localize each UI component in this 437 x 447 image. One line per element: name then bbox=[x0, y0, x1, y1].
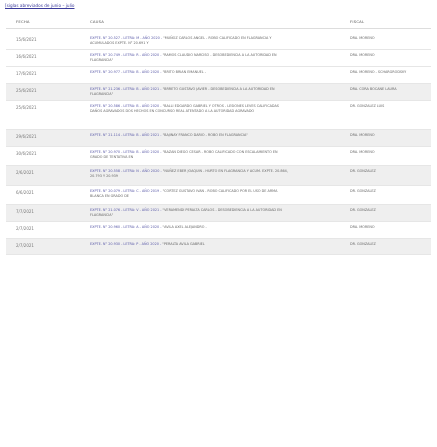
causa-description: "RAMOS CLAUDIO NARCISO - DESOBEDIENCIA A LA AUTORIDAD EN FLAGRANCIA" bbox=[90, 53, 277, 63]
causa-description: "BRITO BRIAN EMANUEL - bbox=[162, 70, 206, 74]
table-row bbox=[6, 50, 431, 67]
causa-description: "CORTEZ GUSTAVO IVAN - ROBO CALIFICADO POR EL USO DE ARMA BLANCA EN GRADO DE bbox=[90, 189, 278, 199]
table-row bbox=[6, 101, 431, 130]
row-causa bbox=[90, 53, 290, 64]
causa-link[interactable]: EXPTE. N° 20.977 - LETRA: B - AÑO 2020 - bbox=[90, 70, 162, 74]
row-fiscal: DRA. MORENO bbox=[350, 36, 375, 40]
row-causa bbox=[90, 104, 290, 115]
header-divider bbox=[6, 28, 431, 29]
causa-link[interactable]: EXPTE. N° 20.527 - LETRA: M - AÑO 2020 - bbox=[90, 36, 163, 40]
table-row bbox=[6, 166, 431, 186]
row-fecha: 29/6/2021 bbox=[16, 134, 37, 139]
causa-link[interactable]: EXPTE. N° 20.586 - LETRA: B - AÑO 2020 - bbox=[90, 104, 162, 108]
table-row bbox=[6, 33, 431, 50]
row-fecha: 2/6/2021 bbox=[16, 170, 34, 175]
row-causa bbox=[90, 87, 290, 98]
causa-description: "PERALTA AVILA GABRIEL bbox=[162, 242, 205, 246]
header-link[interactable]: [siglas abreviados de junio – julio bbox=[5, 3, 75, 8]
causa-link[interactable]: EXPTE. N° 20.079 - LETRA: C - AÑO 2019 - bbox=[90, 189, 162, 193]
table-row bbox=[6, 239, 431, 255]
causa-description: "BRRETO GUSTAVO JAVIER - DESOBEDIENCIA A LA AUTORIDAD EN FLAGRANCIA" bbox=[90, 87, 275, 97]
row-causa bbox=[90, 150, 290, 161]
row-causa bbox=[90, 242, 290, 247]
causa-description: "BAJINAY FRANCO DARIO - ROBO EN FLAGRANCIA" bbox=[162, 133, 248, 137]
row-divider bbox=[6, 254, 431, 255]
table-row bbox=[6, 147, 431, 166]
row-fecha: 30/6/2021 bbox=[16, 151, 37, 156]
row-fiscal: DR. GONZALEZ bbox=[350, 189, 376, 193]
row-fiscal: DRA. MORENO bbox=[350, 133, 375, 137]
row-fecha: 25/6/2021 bbox=[16, 88, 37, 93]
row-fecha: 7/7/2021 bbox=[16, 209, 34, 214]
row-fiscal: DR. GONZALEZ bbox=[350, 242, 376, 246]
row-fecha: 2/7/2021 bbox=[16, 243, 34, 248]
row-fecha: 17/6/2021 bbox=[16, 71, 37, 76]
row-fiscal: DRA. MORENO - SCHARGRODSKY bbox=[350, 70, 407, 74]
row-causa bbox=[90, 169, 290, 180]
row-fiscal: DR. GONZALEZ bbox=[350, 169, 376, 173]
row-causa bbox=[90, 208, 290, 219]
causa-description: "AVILA AXEL ALEJANDRO - bbox=[162, 225, 207, 229]
causa-link[interactable]: EXPTE. N° 20.930 - LETRA: P - AÑO 2020 - bbox=[90, 242, 162, 246]
column-header-fecha: FECHA bbox=[16, 19, 30, 24]
row-fiscal: DRA. MORENO bbox=[350, 150, 375, 154]
row-fecha: 15/6/2021 bbox=[16, 37, 37, 42]
row-causa bbox=[90, 70, 290, 75]
table-row bbox=[6, 67, 431, 84]
table-row bbox=[6, 186, 431, 205]
row-fiscal: DRA. MORENO bbox=[350, 225, 375, 229]
causa-link[interactable]: EXPTE. N° 21.114 - LETRA: B - AÑO 2021 - bbox=[90, 133, 162, 137]
row-causa bbox=[90, 36, 290, 47]
column-header-causa: CAUSA bbox=[90, 19, 105, 24]
causa-link[interactable]: EXPTE. N° 20.749 - LETRA: R - AÑO 2020 - bbox=[90, 53, 162, 57]
causa-description: "MUÑOZ CARLOS ANGEL - ROBO CALIFICADO EN FLAGRANCIA Y ACUMULADOS EXPTE. N° 20.691 Y bbox=[90, 36, 272, 46]
causa-link[interactable]: EXPTE. N° 20.558 - LETRA: N - AÑO 2020 - bbox=[90, 169, 162, 173]
row-fiscal: DRA. MORENO bbox=[350, 53, 375, 57]
table-row bbox=[6, 205, 431, 222]
causa-link[interactable]: EXPTE. N° 20.960 - LETRA: A - AÑO 2020 - bbox=[90, 225, 162, 229]
causa-link[interactable]: EXPTE. N° 21.076 - LETRA: V - AÑO 2021 - bbox=[90, 208, 162, 212]
row-fecha: 2/7/2021 bbox=[16, 226, 34, 231]
causa-description: "VERAMENDI PERALTA CARLOS - DESOBEDIENCIA A LA AUTORIDAD EN FLAGRANCIA" bbox=[90, 208, 282, 218]
causa-link[interactable]: EXPTE. N° 21.236 - LETRA: B - AÑO 2021 - bbox=[90, 87, 162, 91]
row-fecha: 6/6/2021 bbox=[16, 190, 34, 195]
row-fiscal: DR. GONZALEZ LUIS bbox=[350, 104, 385, 108]
row-fiscal: DR. GONZALEZ bbox=[350, 208, 376, 212]
row-causa bbox=[90, 133, 290, 138]
row-fecha: 25/6/2021 bbox=[16, 105, 37, 110]
row-fiscal: DRA. CORA BOCANE LAURA bbox=[350, 87, 397, 91]
row-fecha: 16/6/2021 bbox=[16, 54, 37, 59]
row-causa bbox=[90, 189, 290, 200]
column-header-fiscal: FISCAL bbox=[350, 19, 365, 24]
causa-description: "NUÑEZ EBER JOAQUIN - HURTO EN FLAGRANCIA Y ACUM. EXPTE. 20.864, 20.793 Y 20.939 bbox=[90, 169, 288, 179]
causa-link[interactable]: EXPTE. N° 20.970 - LETRA: B - AÑO 2020 - bbox=[90, 150, 162, 154]
row-causa bbox=[90, 225, 290, 230]
table-row bbox=[6, 130, 431, 147]
causa-description: "BALLI EDGARDO GABRIEL Y OTROS - LESIONES LEVES CALIFICADAS DAÑOS AGRAVADOS DOS HECHOS EN CONCURSO REAL ATENTADO A LA AUTORIDAD AGRAVADO bbox=[90, 104, 279, 114]
causa-description: "BAZAN DIEGO CESAR - ROBO CALIFICADO CON ESCALAMIENTO EN GRADO DE TENTATIVA EN bbox=[90, 150, 278, 160]
table-row bbox=[6, 84, 431, 101]
table-row bbox=[6, 222, 431, 239]
